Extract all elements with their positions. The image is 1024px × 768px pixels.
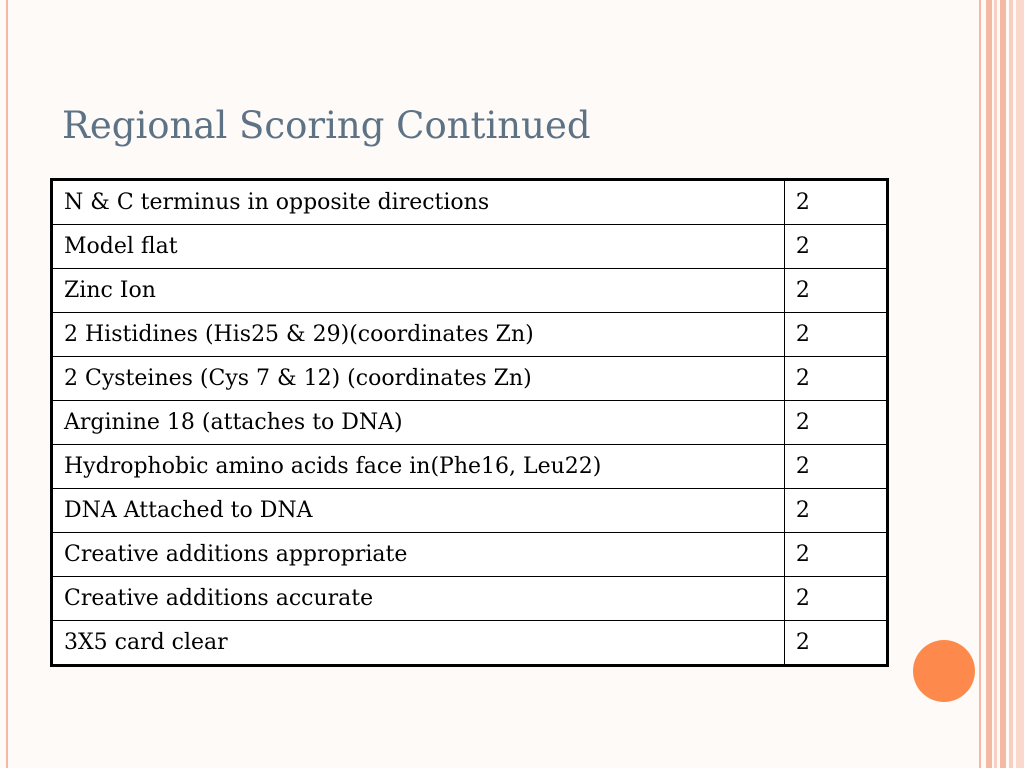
criterion-cell: 3X5 card clear [52, 621, 785, 666]
criterion-cell: Zinc Ion [52, 269, 785, 313]
criterion-cell: 2 Histidines (His25 & 29)(coordinates Zn) [52, 313, 785, 357]
table-row [52, 225, 888, 269]
criterion-cell: Model flat [52, 225, 785, 269]
right-stripe [979, 0, 981, 768]
right-stripe [994, 0, 997, 768]
criterion-cell: Hydrophobic amino acids face in(Phe16, Leu22) [52, 445, 785, 489]
table-row [52, 357, 888, 401]
points-cell: 2 [784, 401, 887, 445]
slide-title: Regional Scoring Continued [62, 104, 591, 147]
table-row [52, 533, 888, 577]
points-cell: 2 [784, 621, 887, 666]
table-row [52, 621, 888, 666]
points-cell: 2 [784, 313, 887, 357]
table-row [52, 269, 888, 313]
points-cell: 2 [784, 225, 887, 269]
right-stripe [1000, 0, 1006, 768]
criterion-cell: Creative additions accurate [52, 577, 785, 621]
criterion-cell: Creative additions appropriate [52, 533, 785, 577]
table-row [52, 180, 888, 225]
points-cell: 2 [784, 269, 887, 313]
table-row [52, 577, 888, 621]
table-row [52, 489, 888, 533]
left-border-line [6, 0, 8, 768]
points-cell: 2 [784, 357, 887, 401]
table-row [52, 401, 888, 445]
points-cell: 2 [784, 445, 887, 489]
decorative-circle [913, 640, 975, 702]
right-stripe [1016, 0, 1024, 768]
points-cell: 2 [784, 533, 887, 577]
points-cell: 2 [784, 180, 887, 225]
points-cell: 2 [784, 577, 887, 621]
table-row [52, 445, 888, 489]
right-stripe [1009, 0, 1013, 768]
criterion-cell: 2 Cysteines (Cys 7 & 12) (coordinates Zn) [52, 357, 785, 401]
table-row [52, 313, 888, 357]
points-cell: 2 [784, 489, 887, 533]
right-stripe [986, 0, 992, 768]
criterion-cell: N & C terminus in opposite directions [52, 180, 785, 225]
criterion-cell: Arginine 18 (attaches to DNA) [52, 401, 785, 445]
criterion-cell: DNA Attached to DNA [52, 489, 785, 533]
scoring-table [50, 178, 889, 667]
